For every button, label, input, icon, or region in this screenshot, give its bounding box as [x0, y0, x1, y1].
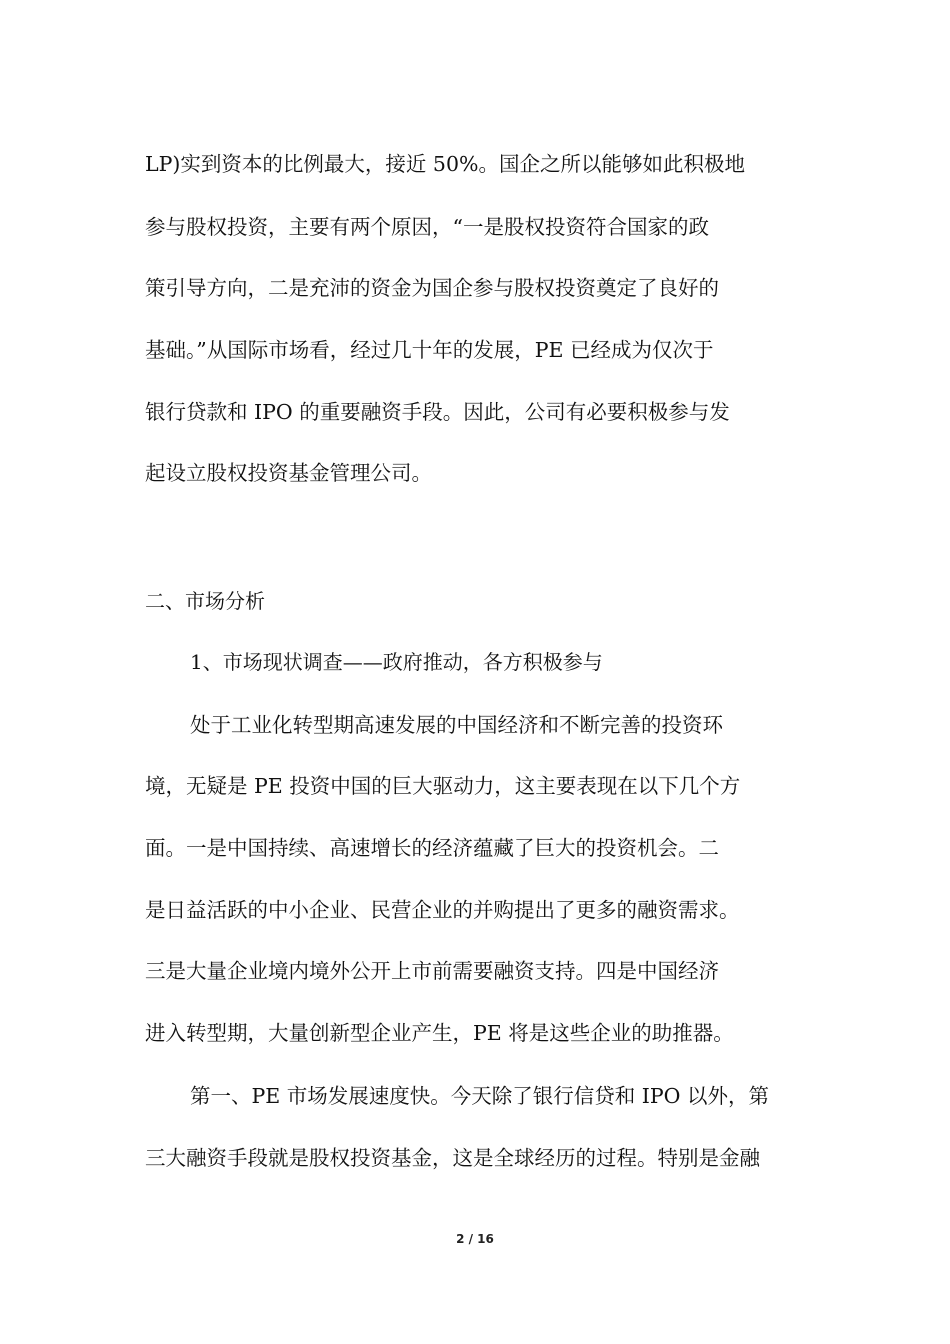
- paragraph-line: 处于工业化转型期高速发展的中国经济和不断完善的投资环: [190, 713, 723, 737]
- paragraph-line: 参与股权投资，主要有两个原因，“一是股权投资符合国家的政: [145, 215, 709, 239]
- page-number: 2 / 16: [456, 1232, 494, 1246]
- paragraph-line: 三大融资手段就是股权投资基金，这是全球经历的过程。特别是金融: [145, 1146, 760, 1170]
- paragraph-line: 境，无疑是 PE 投资中国的巨大驱动力，这主要表现在以下几个方: [145, 774, 741, 798]
- paragraph-line: 第一、PE 市场发展速度快。今天除了银行信贷和 IPO 以外，第: [190, 1084, 770, 1108]
- section-heading: 二、市场分析: [145, 589, 265, 613]
- paragraph-line: 银行贷款和 IPO 的重要融资手段。因此，公司有必要积极参与发: [145, 400, 730, 424]
- paragraph-line: 是日益活跃的中小企业、民营企业的并购提出了更多的融资需求。: [145, 898, 740, 922]
- paragraph-line: LP)实到资本的比例最大，接近 50%。国企之所以能够如此积极地: [145, 152, 745, 176]
- paragraph-line: 面。一是中国持续、高速增长的经济蕴藏了巨大的投资机会。二: [145, 836, 719, 860]
- paragraph-line: 基础。”从国际市场看，经过几十年的发展，PE 已经成为仅次于: [145, 338, 714, 362]
- paragraph-line: 策引导方向，二是充沛的资金为国企参与股权投资奠定了良好的: [145, 276, 719, 300]
- paragraph-line: 进入转型期，大量创新型企业产生，PE 将是这些企业的助推器。: [145, 1021, 734, 1045]
- paragraph-line: 三是大量企业境内境外公开上市前需要融资支持。四是中国经济: [145, 959, 719, 983]
- subsection-heading: 1、市场现状调查——政府推动，各方积极参与: [190, 650, 603, 674]
- paragraph-line: 起设立股权投资基金管理公司。: [145, 461, 432, 485]
